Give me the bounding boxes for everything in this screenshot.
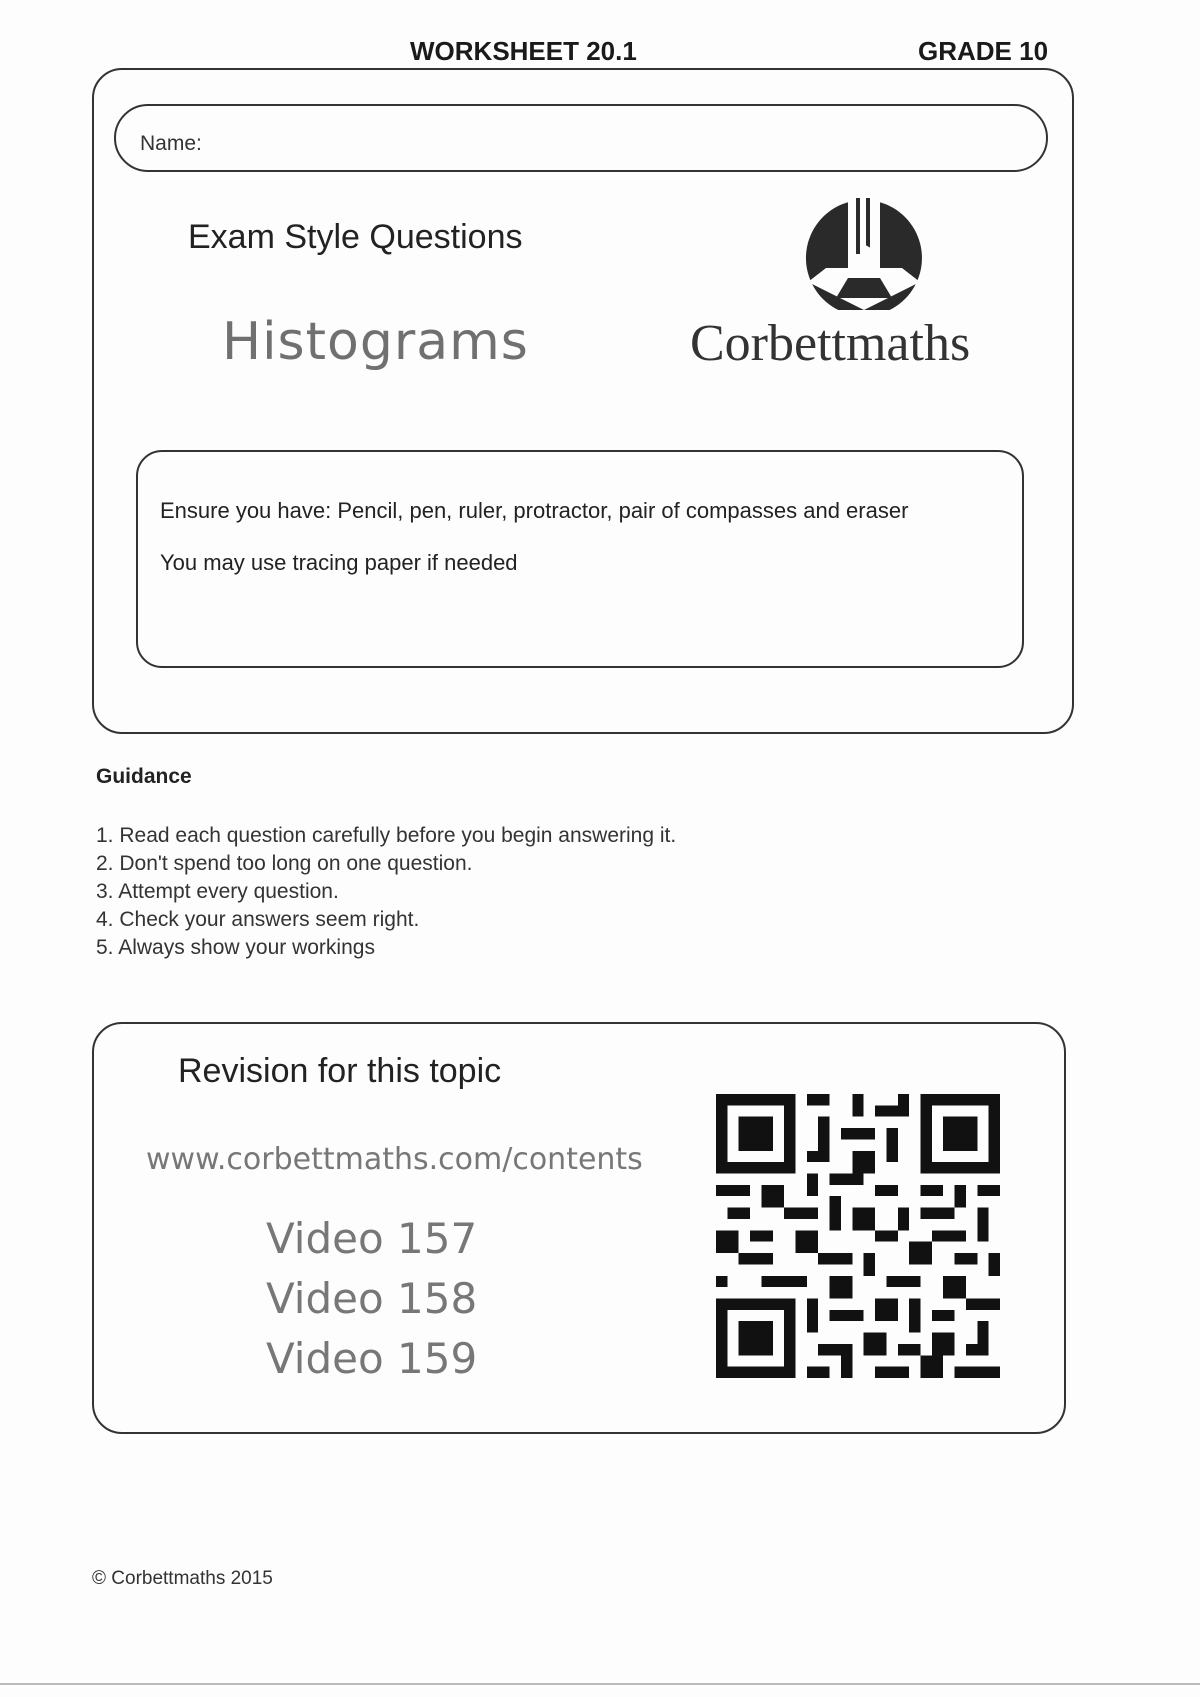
topic-title: Histograms <box>222 312 529 372</box>
page-edge-rule <box>0 1683 1200 1685</box>
video-link[interactable]: Video 158 <box>266 1274 478 1323</box>
revision-title: Revision for this topic <box>178 1052 502 1090</box>
guidance-heading: Guidance <box>96 765 192 788</box>
revision-card <box>92 1022 1066 1434</box>
brand-wordmark: Corbettmaths <box>690 315 971 372</box>
equipment-line: You may use tracing paper if needed <box>160 550 518 575</box>
name-label: Name: <box>140 132 202 155</box>
exam-style-heading: Exam Style Questions <box>188 218 523 256</box>
video-link[interactable]: Video 159 <box>266 1334 478 1383</box>
revision-url[interactable]: www.corbettmaths.com/contents <box>146 1142 643 1177</box>
guidance-item: 1. Read each question carefully before you begin answering it. <box>96 824 677 847</box>
name-field[interactable] <box>114 104 1048 172</box>
video-link[interactable]: Video 157 <box>266 1214 478 1263</box>
corbettmaths-logo-icon <box>802 198 926 310</box>
equipment-box <box>136 450 1024 668</box>
guidance-item: 4. Check your answers seem right. <box>96 908 420 931</box>
copyright-notice: © Corbettmaths 2015 <box>92 1568 273 1589</box>
worksheet-title: WORKSHEET 20.1 <box>410 36 637 66</box>
guidance-list <box>96 822 676 962</box>
grade-label: GRADE 10 <box>918 36 1049 66</box>
guidance-item: 2. Don't spend too long on one question. <box>96 852 473 875</box>
guidance-item: 3. Attempt every question. <box>96 880 339 903</box>
qr-code-icon[interactable] <box>716 1094 1000 1378</box>
guidance-item: 5. Always show your workings <box>96 936 375 959</box>
equipment-line: Ensure you have: Pencil, pen, ruler, protractor, pair of compasses and eraser <box>160 498 909 523</box>
